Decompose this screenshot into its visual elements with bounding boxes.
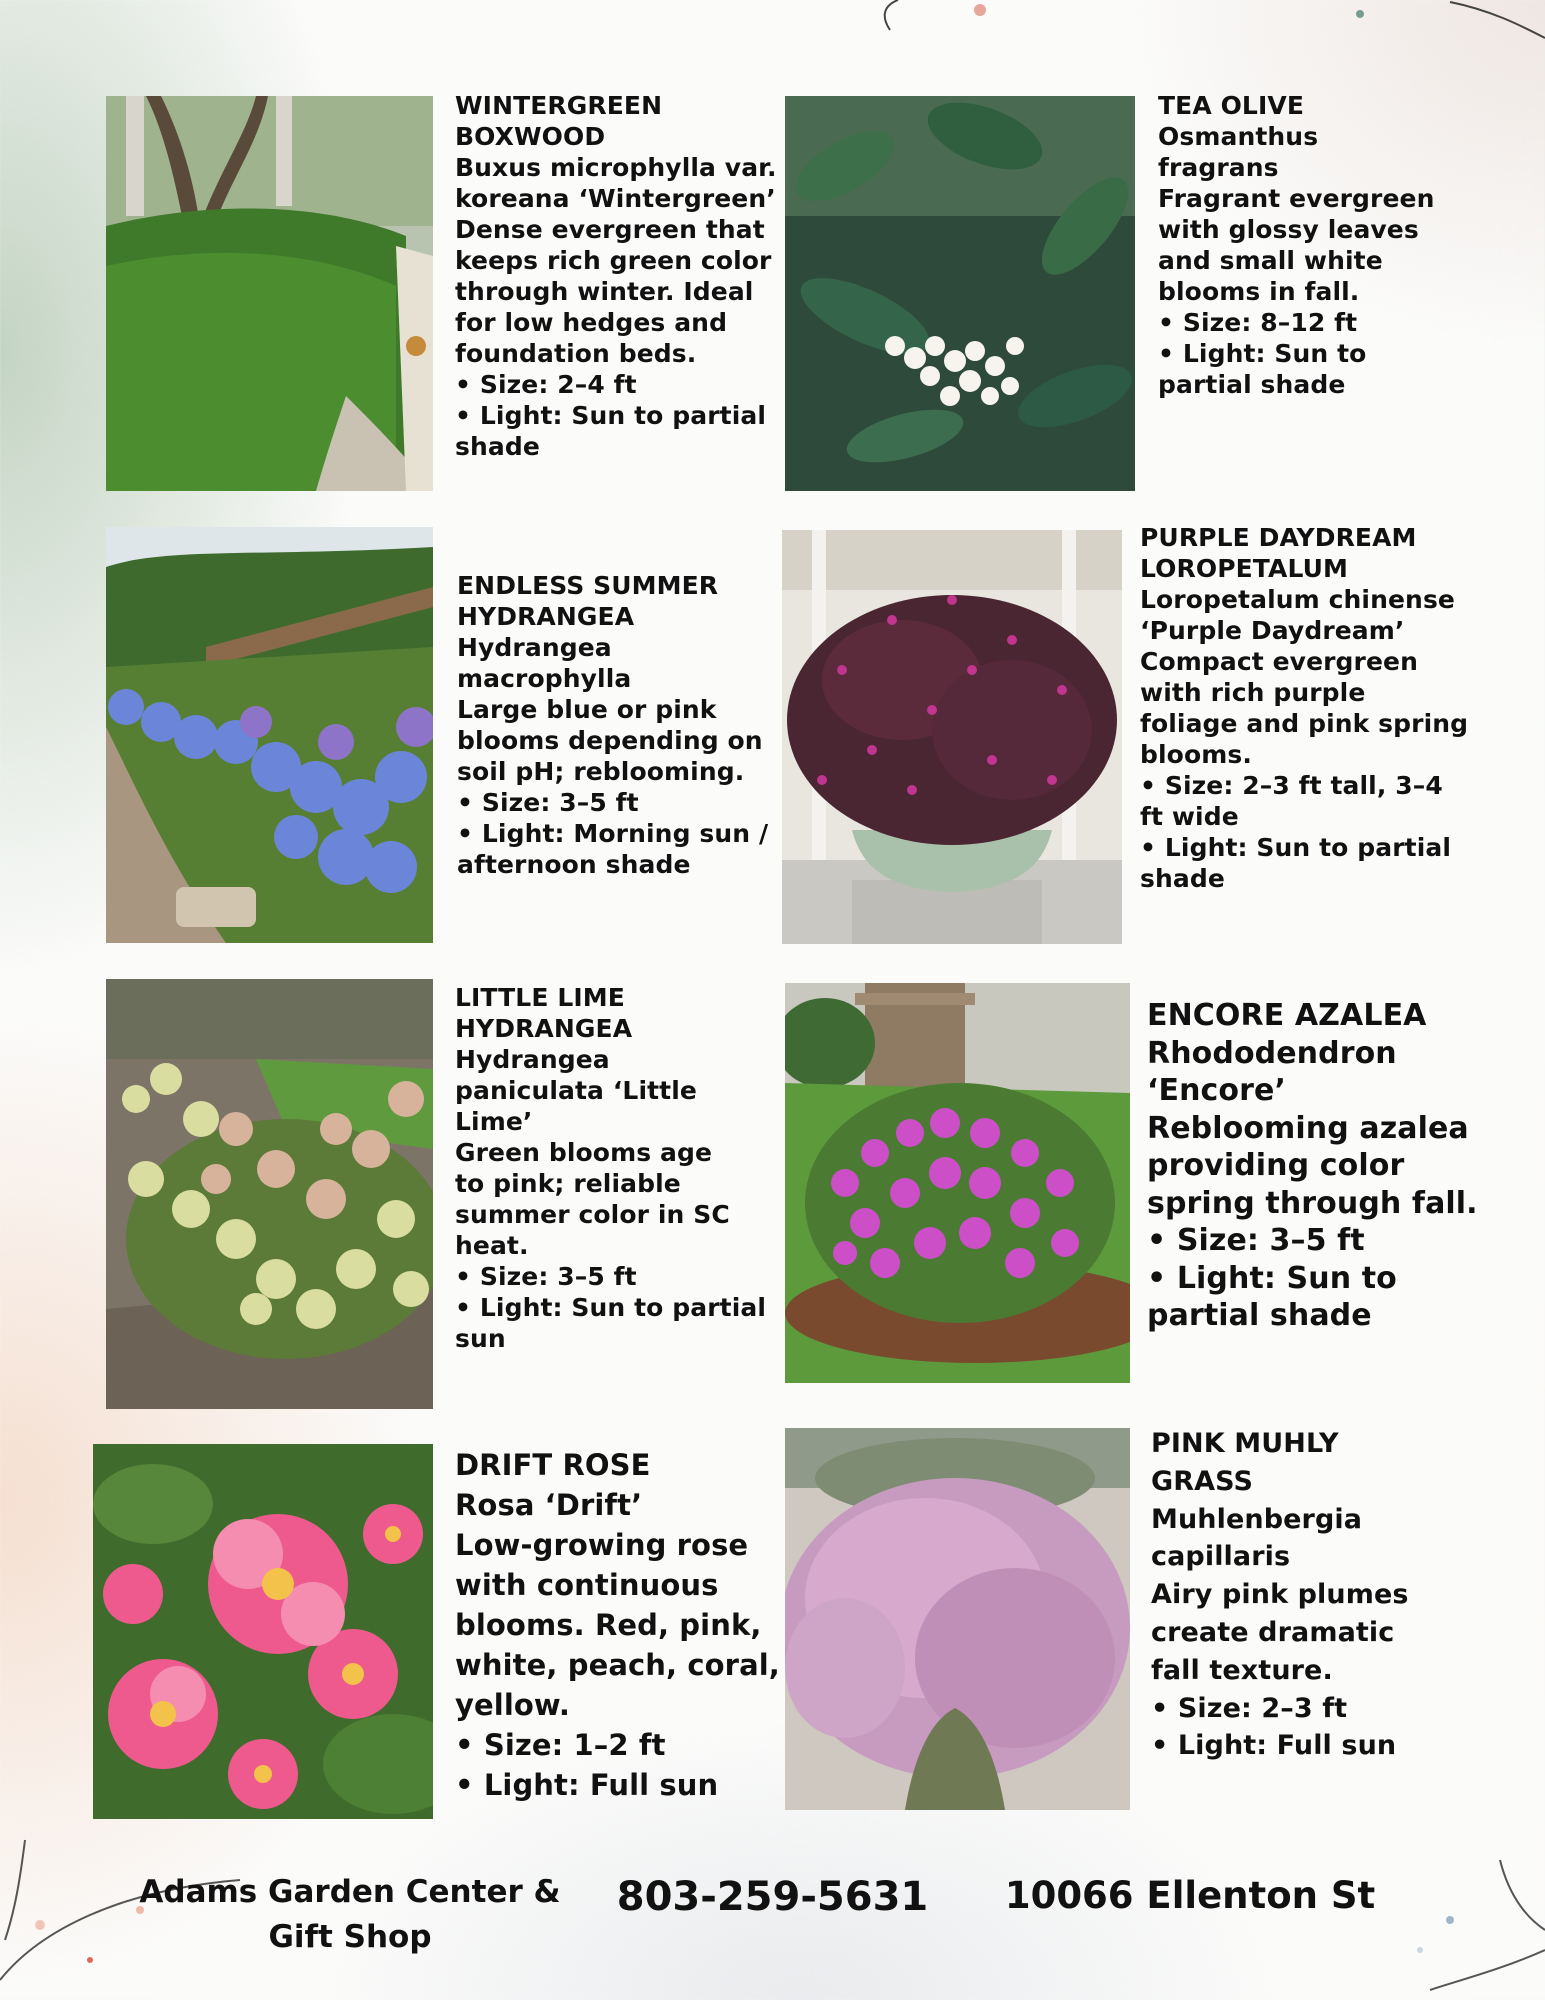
plant-description [455,1044,766,1354]
description-line: with continuous [455,1568,719,1603]
plant-entry-drift-rose [455,1445,780,1805]
drift-rose-photo [93,1444,433,1819]
light-line: sun [455,1324,506,1353]
size-line: • Size: 2–3 ft [1151,1692,1348,1724]
light-line: • Light: Sun to partial [455,1293,767,1322]
description-line: summer color in SC [455,1200,730,1229]
description-line: Buxus microphylla var. [455,153,777,182]
size-line: • Size: 2–3 ft tall, 3–4 [1140,771,1443,800]
light-line: partial shade [1147,1298,1372,1333]
plant-name [457,570,768,632]
light-line: • Light: Sun to partial [1140,833,1452,862]
description-line: heat. [455,1231,529,1260]
description-line: Rhododendron [1147,1035,1397,1071]
size-line: • Size: 8–12 ft [1158,308,1358,337]
description-line: white, peach, coral, [455,1648,780,1683]
light-line: shade [1140,864,1225,893]
plant-name: DRIFT ROSE [455,1448,651,1482]
plant-name-line: BOXWOOD [455,122,606,151]
description-line: blooms in fall. [1158,277,1360,306]
plant-entry-tea-olive [1158,90,1435,400]
light-line: • Light: Sun to partial [455,401,767,430]
business-name-line: Gift Shop [268,1918,432,1955]
plant-description [455,1485,780,1805]
street-address [1000,1874,1380,1917]
description-line: Reblooming azalea [1147,1110,1469,1146]
decorative-branch-bottom-right [1380,1820,1545,2000]
description-line: Large blue or pink [457,695,717,724]
description-line: soil pH; reblooming. [457,757,745,786]
size-line: • Size: 1–2 ft [455,1728,666,1763]
plant-entry-encore-azalea [1147,997,1478,1335]
plant-entry-endless-summer-hydrangea [457,570,768,880]
size-line: • Size: 3–5 ft [457,788,639,817]
description-line: Fragrant evergreen [1158,184,1435,213]
light-line: partial shade [1158,370,1346,399]
description-line: Rosa ‘Drift’ [455,1488,643,1523]
plant-name-line: LITTLE LIME [455,983,625,1012]
business-name-line: Adams Garden Center & [139,1874,561,1910]
plant-entry-pink-muhly-grass [1151,1425,1409,1765]
description-line: fragrans [1158,153,1279,182]
description-line: blooms depending on [457,726,763,755]
plant-description [1140,584,1468,894]
business-name [120,1870,580,1960]
description-line: Osmanthus [1158,122,1319,151]
description-line: foliage and pink spring [1140,709,1469,738]
description-line: Hydrangea [455,1045,610,1074]
azalea-photo [785,983,1130,1383]
size-line: • Size: 3–5 ft [1147,1223,1365,1258]
boxwood-hedge-photo [106,96,433,491]
tea-olive-photo [785,96,1135,491]
description-line: for low hedges and [455,308,728,337]
description-line: providing color [1147,1148,1405,1183]
description-line: with rich purple [1140,678,1366,707]
description-line: Compact evergreen [1140,647,1418,676]
description-line: Lime’ [455,1107,533,1136]
description-line: ‘Encore’ [1147,1073,1286,1108]
description-line: yellow. [455,1688,571,1723]
description-line: blooms. Red, pink, [455,1608,762,1643]
phone-number [600,1874,945,1920]
plant-entry-purple-daydream-loropetalum [1140,522,1468,894]
description-line: Dense evergreen that [455,215,765,244]
plant-entry-wintergreen-boxwood [455,90,777,462]
description-line: create dramatic [1151,1616,1395,1648]
plant-description [1151,1501,1409,1766]
light-line: • Light: Full sun [455,1768,719,1803]
description-line: fall texture. [1151,1654,1333,1686]
light-line: • Light: Full sun [1151,1730,1397,1762]
description-line: Airy pink plumes [1151,1579,1409,1611]
description-line: with glossy leaves [1158,215,1419,244]
plant-name: TEA OLIVE [1158,91,1304,120]
description-line: macrophylla [457,664,632,693]
description-line: keeps rich green color [455,246,772,275]
description-line: Loropetalum chinense [1140,585,1455,614]
light-line: • Light: Sun to [1158,339,1367,368]
plant-description [457,632,768,880]
light-line: shade [455,432,540,461]
size-line: • Size: 3–5 ft [455,1262,637,1291]
muhly-grass-photo [785,1428,1130,1810]
description-line: ‘Purple Daydream’ [1140,616,1405,645]
description-line: Hydrangea [457,633,612,662]
description-line: blooms. [1140,740,1252,769]
phone-number-text: 803-259-5631 [616,1874,929,1920]
light-line: • Light: Morning sun / [457,819,769,848]
plant-name [1140,522,1468,584]
plant-description [1158,121,1435,400]
plant-description [1147,1035,1478,1335]
plant-name [455,90,777,152]
description-line: and small white [1158,246,1383,275]
description-line: Low-growing rose [455,1528,749,1563]
size-line: • Size: 2–4 ft [455,370,637,399]
plant-name-line: LOROPETALUM [1140,554,1348,583]
little-lime-photo [106,979,433,1409]
description-line: spring through fall. [1147,1185,1478,1221]
street-address-text: 10066 Ellenton St [1004,1874,1376,1917]
plant-name-line: HYDRANGEA [457,602,635,631]
description-line: foundation beds. [455,339,697,368]
plant-entry-little-lime-hydrangea [455,982,766,1354]
description-line: to pink; reliable [455,1169,681,1198]
description-line: koreana ‘Wintergreen’ [455,184,776,213]
light-line: • Light: Sun to [1147,1260,1397,1296]
plant-name-line: PURPLE DAYDREAM [1140,523,1417,552]
plant-name [455,982,766,1044]
plant-name-line: HYDRANGEA [455,1014,633,1043]
plant-description [455,152,777,462]
light-line: afternoon shade [457,850,691,879]
plant-name [1151,1425,1409,1501]
size-line: ft wide [1140,802,1239,831]
plant-name-line: ENDLESS SUMMER [457,571,719,600]
plant-name-line: WINTERGREEN [455,91,663,120]
description-line: capillaris [1151,1541,1291,1573]
plant-name: ENCORE AZALEA [1147,998,1427,1033]
description-line: Green blooms age [455,1138,713,1167]
description-line: paniculata ‘Little [455,1076,697,1105]
decorative-branch-top-right [850,0,1545,60]
description-line: Muhlenbergia [1151,1503,1363,1535]
description-line: through winter. Ideal [455,277,754,306]
plant-name-line: GRASS [1151,1465,1254,1497]
plant-name-line: PINK MUHLY [1151,1428,1339,1459]
loropetalum-pot-photo [782,530,1122,944]
blue-hydrangea-photo [106,527,433,943]
